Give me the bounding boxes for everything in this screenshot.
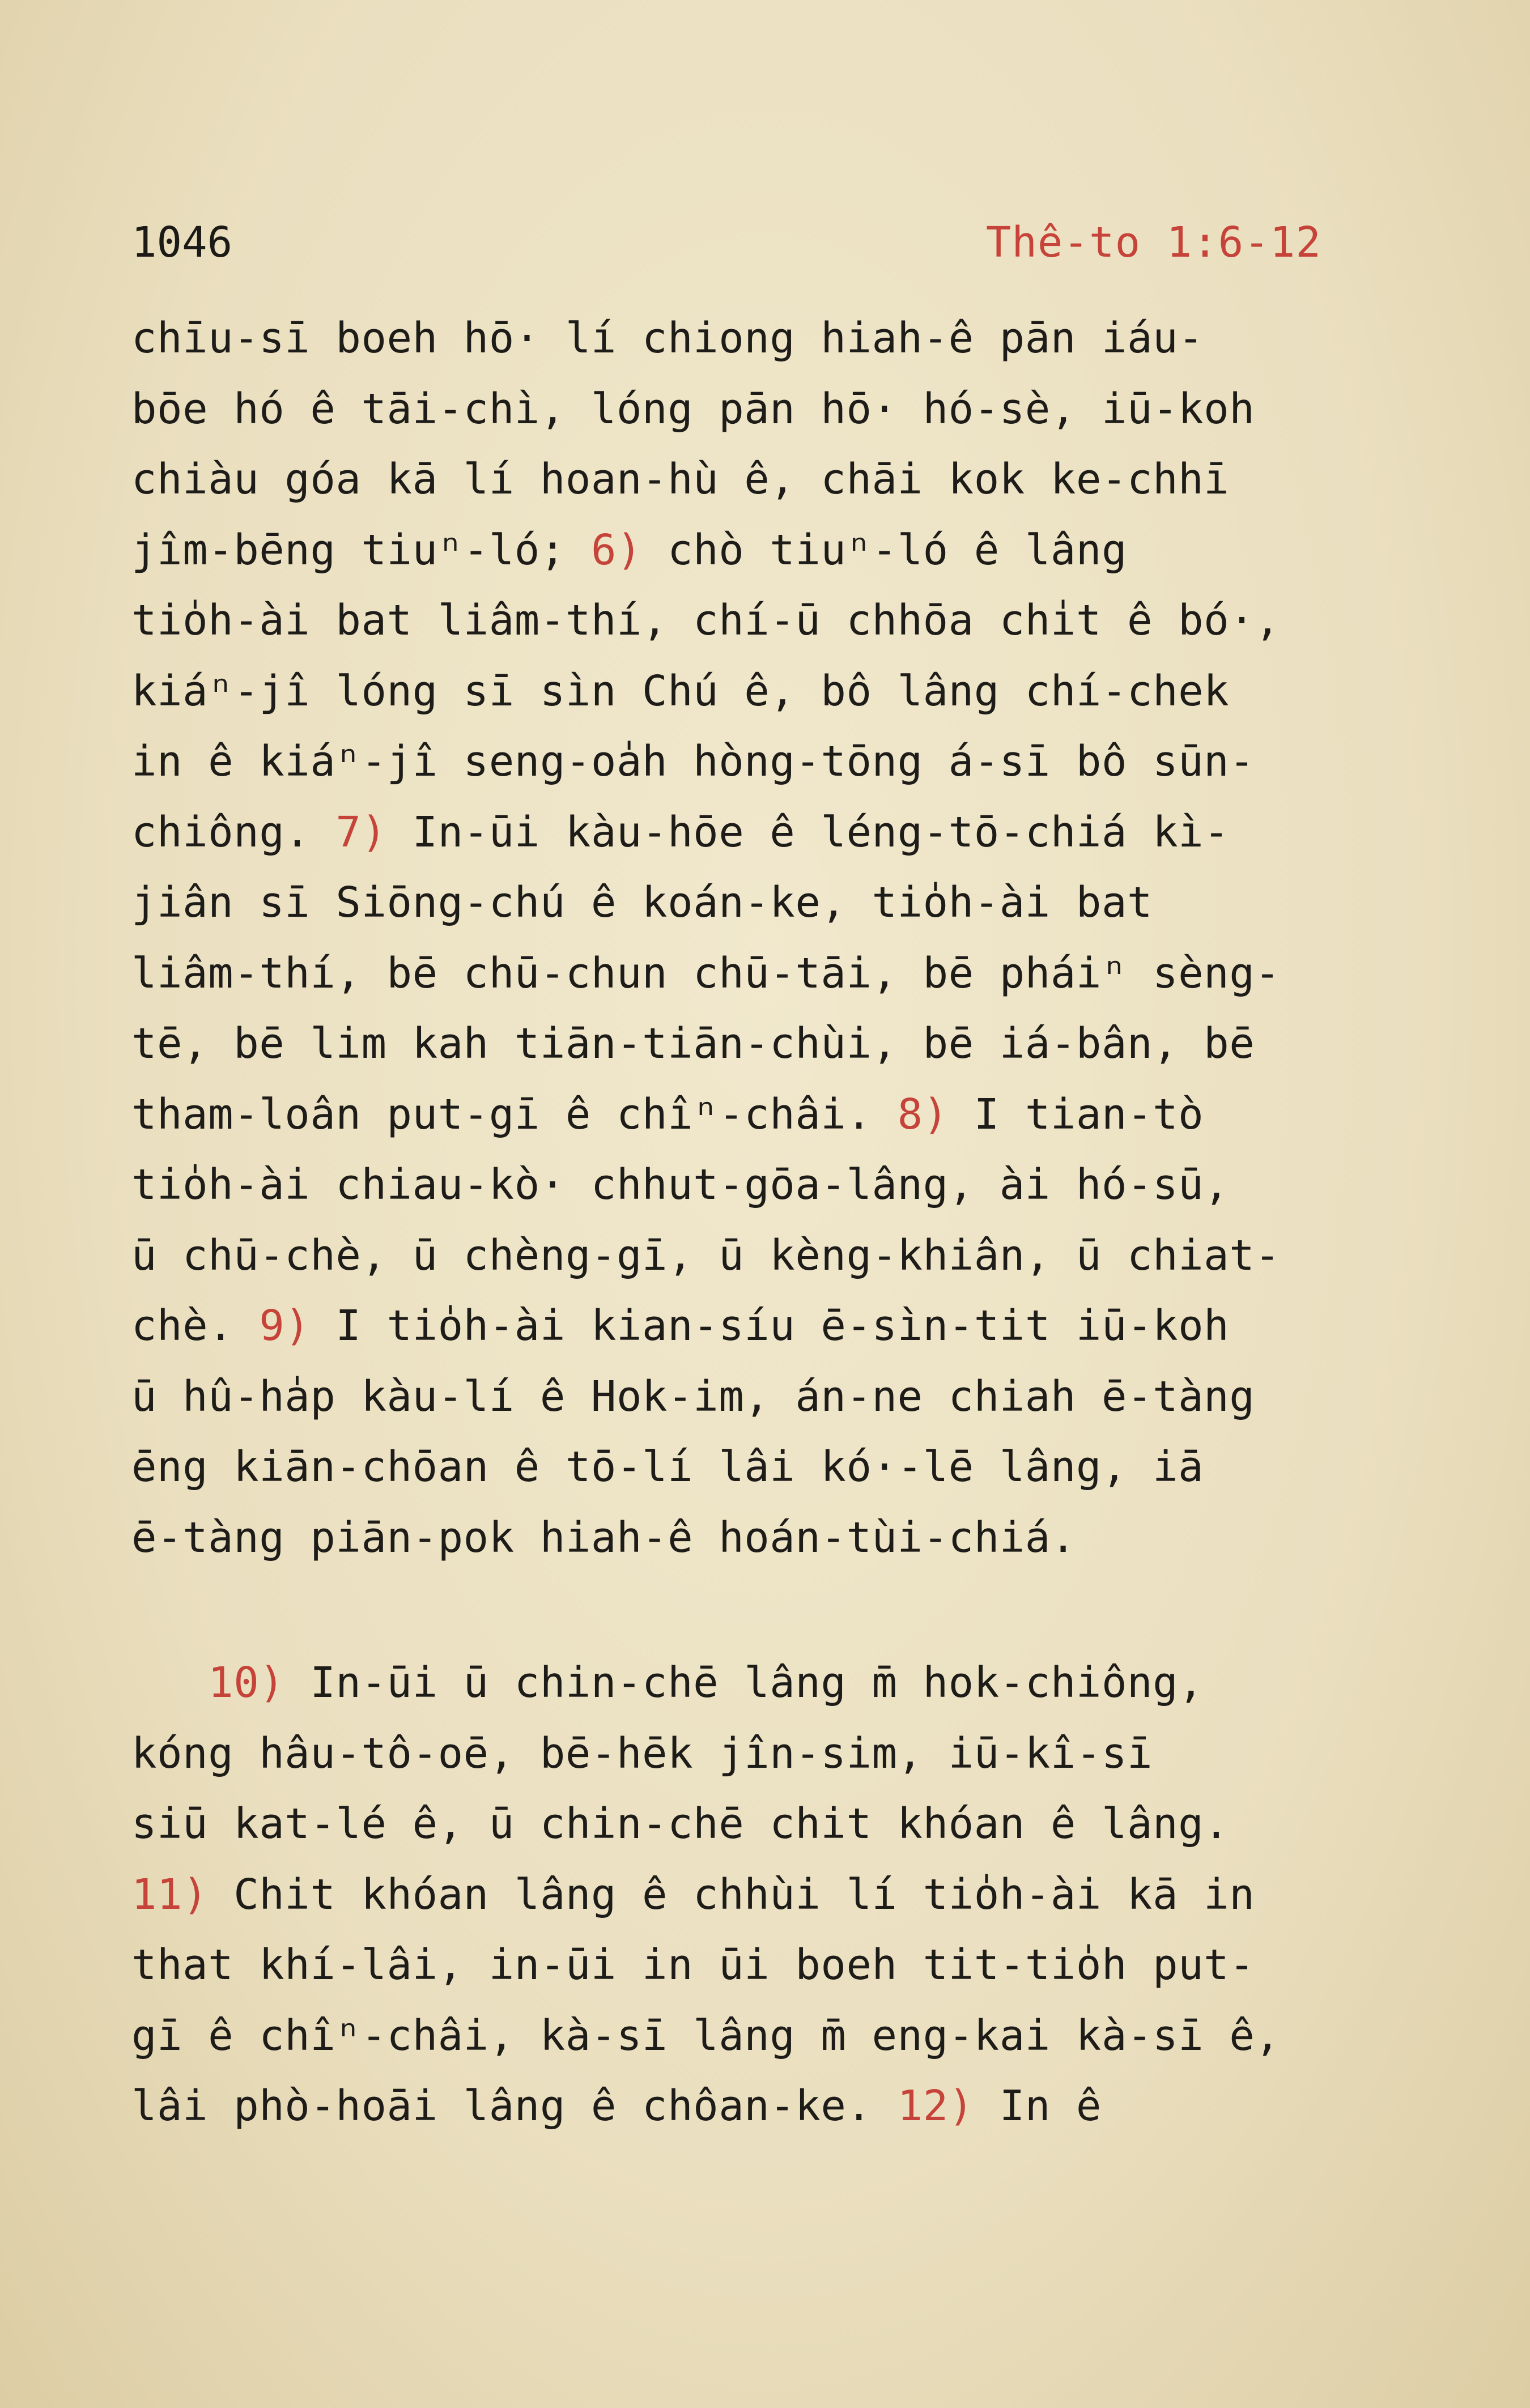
verse-number: 8) [897,1090,949,1139]
verse-number: 10) [208,1658,285,1707]
paragraph [131,1648,1435,2142]
text-line [131,1503,1435,1573]
text-line [131,303,1435,374]
text-line [131,1362,1435,1432]
text-segment: gī ê chîⁿ-châi, kà-sī lâng m̄ eng-kai kà-sī ê, [131,2011,1281,2060]
text-line [131,444,1435,515]
text-line [131,1930,1435,2001]
text-segment: chè. [131,1301,260,1350]
page-number: 1046 [131,218,233,267]
text-line [131,1291,1435,1362]
text-segment: tē, bē lim kah tiān-tiān-chùi, bē iá-bân, bē [131,1019,1255,1068]
text-segment: ē-tàng piān-pok hiah-ê hoán-tùi-chiá. [131,1513,1076,1562]
verse-number: 9) [259,1301,311,1350]
text-line [131,656,1435,727]
text-segment: Chit khóan lâng ê chhùi lí tio̍h-ài kā in [208,1870,1255,1919]
text-line [131,1718,1435,1789]
text-line [131,1860,1435,1930]
text-line [131,1220,1435,1291]
text-segment: In ê [974,2082,1102,2130]
text-segment: I tian-tò [948,1090,1204,1139]
text-segment: tham-loân put-gī ê chîⁿ-châi. [131,1090,898,1139]
text-segment [131,1658,208,1707]
text-segment: that khí-lâi, in-ūi in ūi boeh tit-tio̍h put- [131,1941,1255,1989]
text-segment: kóng hâu-tô-oē, bē-hēk jîn-sim, iū-kî-sī [131,1729,1153,1778]
text-segment: In-ūi ū chin-chē lâng m̄ hok-chiông, [284,1658,1204,1707]
text-line [131,585,1435,656]
page-header [131,214,1321,271]
text-segment: ū chū-chè, ū chèng-gī, ū kèng-khiân, ū chiat- [131,1231,1281,1280]
text-line [131,1150,1435,1220]
verse-number: 11) [131,1870,209,1919]
text-segment: chò tiuⁿ-ló ê lâng [642,525,1128,575]
text-line [131,1079,1435,1150]
text-line [131,1009,1435,1079]
text-segment: tio̍h-ài bat liâm-thí, chí-ū chhōa chi̍t ê bó·, [131,596,1281,645]
text-line [131,1432,1435,1503]
text-line [131,374,1435,445]
text-segment: chiông. [131,807,336,857]
text-line [131,867,1435,938]
text-segment: chiàu góa kā lí hoan-hù ê, chāi kok ke-chhī [131,455,1230,504]
text-segment: in ê kiáⁿ-jî seng-oa̍h hòng-tōng á-sī bô sūn- [131,737,1255,786]
text-segment: chīu-sī boeh hō· lí chiong hiah-ê pān iáu- [131,314,1204,363]
text-segment: kiáⁿ-jî lóng sī sìn Chú ê, bô lâng chí-chek [131,666,1230,716]
text-segment: bōe hó ê tāi-chì, lóng pān hō· hó-sè, iū-koh [131,384,1255,433]
running-head: Thê-to 1:6-12 [985,218,1321,267]
paragraph [131,303,1435,1573]
text-segment: ēng kiān-chōan ê tō-lí lâi kó·-lē lâng, iā [131,1443,1204,1491]
body-text [131,303,1435,2142]
text-segment: tio̍h-ài chiau-kò· chhut-gōa-lâng, ài hó-sū, [131,1160,1230,1209]
text-line [131,515,1435,586]
text-segment: siū kat-lé ê, ū chin-chē chit khóan ê lâng. [131,1799,1230,1848]
verse-number: 7) [335,807,387,857]
verse-number: 12) [897,2082,974,2130]
text-segment: jiân sī Siōng-chú ê koán-ke, tio̍h-ài bat [131,878,1153,927]
text-line [131,726,1435,797]
text-segment: jîm-bēng tiuⁿ-ló; [131,525,591,575]
text-line [131,2071,1435,2142]
text-segment: liâm-thí, bē chū-chun chū-tāi, bē pháiⁿ sèng- [131,948,1281,998]
text-line [131,938,1435,1009]
text-segment: ū hû-ha̍p kàu-lí ê Hok-im, án-ne chiah ē-tàng [131,1372,1255,1421]
text-line [131,1648,1435,1718]
text-segment: I tio̍h-ài kian-síu ē-sìn-tit iū-koh [310,1301,1230,1350]
text-line [131,797,1435,868]
text-line [131,1789,1435,1860]
verse-number: 6) [590,525,643,575]
text-segment: lâi phò-hoāi lâng ê chôan-ke. [131,2082,898,2130]
text-segment: In-ūi kàu-hōe ê léng-tō-chiá kì- [386,807,1230,857]
text-line [131,2001,1435,2071]
